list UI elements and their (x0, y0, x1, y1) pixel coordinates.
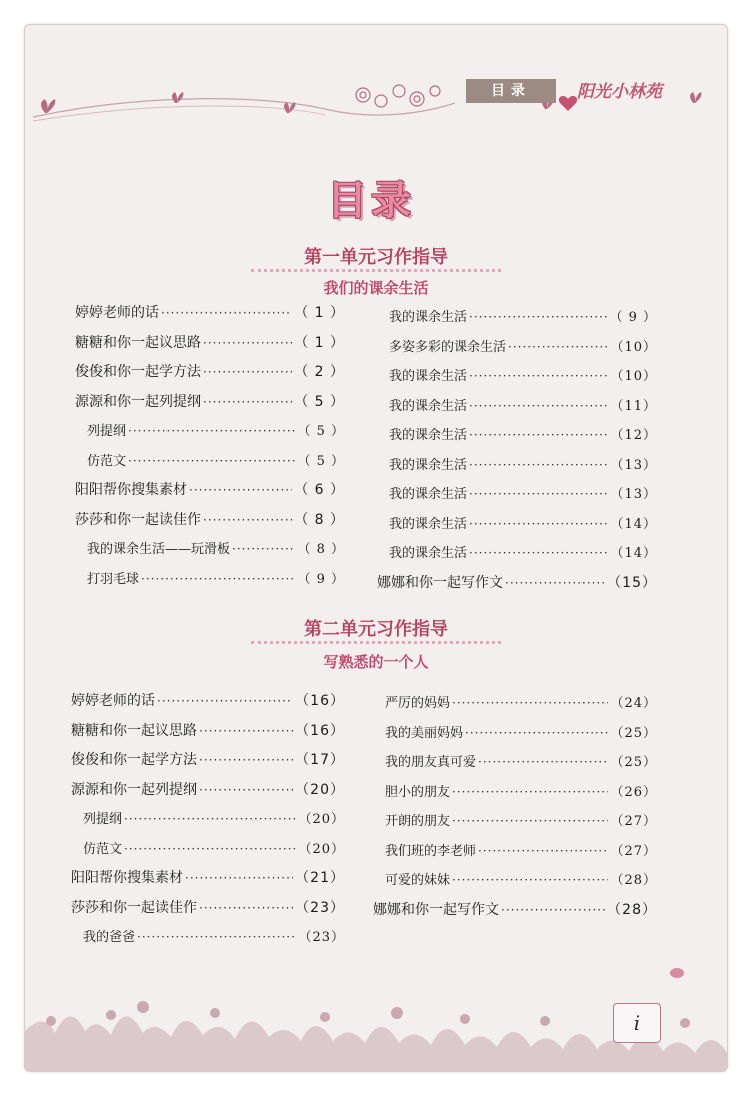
ladybug-icon (670, 968, 684, 978)
toc-entry-page: （28） (607, 901, 657, 918)
toc-entry-page: （10） (610, 339, 657, 355)
toc-entry-page: （20） (298, 841, 345, 857)
toc-entry-page: （28） (610, 873, 657, 888)
toc-entry[interactable] (87, 419, 345, 443)
page-number: i (613, 1003, 661, 1043)
toc-entry[interactable] (75, 360, 345, 384)
toc-entry-title: 我的课余生活 (389, 398, 468, 414)
toc-entry-page: （12） (610, 428, 657, 443)
toc-entry-page: （16） (295, 693, 345, 709)
toc-entry-page: （11） (610, 398, 657, 414)
toc-entry-page: （15） (607, 574, 657, 591)
toc-leader-dots (452, 868, 608, 892)
toc-entry[interactable] (71, 896, 345, 920)
toc-entry-title: 糖糖和你一起议思路 (71, 722, 197, 739)
toc-entry[interactable] (385, 750, 657, 774)
toc-leader-dots (469, 305, 607, 329)
toc-entry-title: 我的课余生活 (389, 369, 468, 384)
toc-leader-dots (452, 780, 608, 804)
toc-entry-page: （ 8 ） (297, 542, 345, 557)
toc-entry[interactable] (389, 512, 657, 536)
brand-logo: 阳光小林苑 (577, 82, 662, 102)
toc-entry[interactable] (377, 571, 657, 595)
toc-leader-dots (203, 508, 292, 532)
toc-entry-page: （23） (298, 930, 345, 945)
header-tag: 目录 (466, 79, 556, 103)
toc-entry-title: 我的课余生活 (389, 457, 468, 473)
toc-entry-page: （ 1 ） (294, 305, 345, 321)
toc-entry[interactable] (83, 925, 345, 949)
toc-entry[interactable] (385, 721, 657, 745)
toc-entry[interactable] (87, 449, 345, 473)
toc-leader-dots (185, 866, 293, 890)
toc-entry-page: （21） (295, 870, 345, 886)
toc-leader-dots (452, 809, 608, 833)
toc-entry-title: 我的课余生活 (389, 310, 468, 325)
toc-entry-page: （13） (610, 487, 657, 502)
toc-leader-dots (128, 419, 295, 443)
toc-entry[interactable] (385, 691, 657, 715)
toc-leader-dots (199, 778, 293, 802)
toc-entry-title: 我的美丽妈妈 (385, 725, 464, 741)
toc-entry-page: （14） (610, 546, 657, 561)
toc-entry[interactable] (389, 394, 657, 418)
toc-entry-page: （27） (610, 814, 657, 829)
toc-entry-title: 阳阳帮你搜集素材 (75, 482, 187, 498)
toc-entry-title: 我的课余生活 (389, 428, 468, 443)
toc-entry[interactable] (389, 423, 657, 447)
toc-entry-page: （10） (610, 369, 657, 384)
toc-entry-title: 源源和你一起列提纲 (75, 393, 201, 410)
toc-leader-dots (199, 748, 293, 772)
toc-entry-title: 打羽毛球 (87, 571, 140, 587)
toc-entry-page: （16） (295, 722, 345, 739)
butterfly-icon (690, 92, 701, 103)
toc-leader-dots (478, 839, 608, 863)
toc-entry-title: 糖糖和你一起议思路 (75, 334, 201, 351)
flower-icon (46, 1001, 690, 1028)
toc-entry-title: 我的课余生活 (389, 516, 468, 532)
toc-entry-page: （20） (298, 812, 345, 827)
toc-entry-title: 我的爸爸 (83, 930, 136, 945)
toc-leader-dots (137, 925, 296, 949)
page-title: 目录 (327, 178, 415, 224)
toc-entry-title: 严厉的妈妈 (385, 696, 451, 711)
toc-entry-page: （ 9 ） (297, 571, 345, 587)
toc-entry-page: （20） (295, 781, 345, 798)
unit-divider (251, 641, 501, 644)
toc-entry-title: 娜娜和你一起写作文 (377, 574, 503, 591)
toc-entry-title: 仿范文 (87, 453, 127, 469)
toc-leader-dots (469, 541, 608, 565)
toc-entry-title: 我们班的李老师 (385, 843, 477, 859)
toc-entry[interactable] (87, 537, 345, 561)
toc-leader-dots (199, 896, 293, 920)
toc-leader-dots (203, 360, 292, 384)
toc-entry[interactable] (75, 478, 345, 502)
toc-entry[interactable] (71, 778, 345, 802)
butterfly-icon (41, 99, 55, 113)
toc-entry[interactable] (385, 839, 657, 863)
toc-entry[interactable] (75, 390, 345, 414)
toc-entry-title: 可爱的妹妹 (385, 873, 451, 888)
toc-leader-dots (469, 482, 608, 506)
toc-entry-title: 娜娜和你一起写作文 (373, 901, 499, 918)
toc-entry-page: （ 5 ） (297, 424, 345, 439)
toc-entry[interactable] (385, 809, 657, 833)
toc-leader-dots (124, 837, 296, 861)
toc-entry-title: 我的课余生活——玩滑板 (87, 542, 231, 557)
unit-title: 第二单元习作指导 (304, 619, 448, 640)
toc-leader-dots (469, 453, 608, 477)
toc-leader-dots (189, 478, 292, 502)
toc-leader-dots (124, 807, 296, 831)
toc-leader-dots (505, 571, 605, 595)
toc-entry-page: （ 5 ） (294, 393, 345, 410)
toc-leader-dots (161, 301, 292, 325)
toc-entry-title: 胆小的朋友 (385, 784, 451, 800)
toc-entry-page: （ 1 ） (294, 334, 345, 351)
toc-entry-page: （ 2 ） (294, 364, 345, 380)
toc-entry[interactable] (389, 335, 657, 359)
toc-leader-dots (128, 449, 295, 473)
toc-page (24, 24, 728, 1072)
toc-entry-title: 俊俊和你一起学方法 (75, 364, 201, 380)
toc-leader-dots (203, 331, 292, 355)
toc-entry-title: 我的朋友真可爱 (385, 755, 477, 770)
toc-entry-page: （23） (295, 899, 345, 916)
toc-entry-title: 仿范文 (83, 841, 123, 857)
toc-entry-page: （14） (610, 516, 657, 532)
toc-entry[interactable] (71, 689, 345, 713)
toc-leader-dots (203, 390, 292, 414)
toc-entry-page: （25） (610, 755, 657, 770)
toc-entry[interactable] (389, 482, 657, 506)
toc-entry[interactable] (71, 748, 345, 772)
section-title: 写熟悉的一个人 (323, 653, 429, 671)
unit-title: 第一单元习作指导 (304, 247, 448, 268)
toc-entry[interactable] (389, 453, 657, 477)
toc-leader-dots (141, 567, 295, 591)
butterfly-icon (284, 102, 295, 113)
toc-entry[interactable] (385, 780, 657, 804)
toc-entry[interactable] (75, 301, 345, 325)
toc-entry-title: 我的课余生活 (389, 546, 468, 561)
toc-leader-dots (469, 512, 608, 536)
heart-icon (559, 96, 577, 111)
butterfly-icon (172, 92, 183, 103)
toc-leader-dots (232, 537, 295, 561)
toc-entry[interactable] (373, 898, 657, 922)
toc-entry-page: （ 8 ） (294, 511, 345, 528)
toc-entry-title: 婷婷老师的话 (75, 305, 159, 321)
toc-entry-page: （27） (610, 843, 657, 859)
unit-divider (251, 269, 501, 272)
toc-entry-title: 列提纲 (87, 424, 127, 439)
toc-leader-dots (469, 394, 608, 418)
toc-leader-dots (157, 689, 293, 713)
section-title: 我们的课余生活 (323, 279, 429, 297)
toc-entry-title: 多姿多彩的课余生活 (389, 339, 507, 355)
toc-leader-dots (199, 719, 293, 743)
toc-leader-dots (452, 691, 608, 715)
toc-entry[interactable] (87, 567, 345, 591)
toc-entry-title: 我的课余生活 (389, 487, 468, 502)
toc-entry[interactable] (83, 807, 345, 831)
toc-entry-page: （ 9 ） (609, 310, 657, 325)
toc-leader-dots (469, 364, 608, 388)
toc-entry[interactable] (389, 305, 657, 329)
toc-entry-title: 列提纲 (83, 812, 123, 827)
toc-entry-title: 莎莎和你一起读佳作 (71, 899, 197, 916)
toc-entry[interactable] (71, 719, 345, 743)
toc-entry[interactable] (389, 541, 657, 565)
toc-entry[interactable] (83, 837, 345, 861)
toc-entry[interactable] (385, 868, 657, 892)
toc-entry[interactable] (71, 866, 345, 890)
toc-leader-dots (478, 750, 608, 774)
toc-entry-page: （13） (610, 457, 657, 473)
toc-entry-page: （ 5 ） (297, 453, 345, 469)
toc-entry-title: 开朗的朋友 (385, 814, 451, 829)
flower-icon (356, 85, 440, 107)
toc-entry-page: （26） (610, 784, 657, 800)
toc-entry[interactable] (75, 508, 345, 532)
toc-leader-dots (508, 335, 608, 359)
toc-leader-dots (469, 423, 608, 447)
toc-entry-title: 莎莎和你一起读佳作 (75, 511, 201, 528)
toc-leader-dots (501, 898, 605, 922)
toc-entry-title: 阳阳帮你搜集素材 (71, 870, 183, 886)
toc-entry[interactable] (389, 364, 657, 388)
toc-entry-title: 俊俊和你一起学方法 (71, 752, 197, 768)
toc-entry-page: （17） (295, 752, 345, 768)
toc-entry-page: （ 6 ） (294, 482, 345, 498)
toc-leader-dots (465, 721, 608, 745)
toc-entry-title: 婷婷老师的话 (71, 693, 155, 709)
toc-entry-title: 源源和你一起列提纲 (71, 781, 197, 798)
toc-entry[interactable] (75, 331, 345, 355)
toc-entry-page: （25） (610, 725, 657, 741)
toc-entry-page: （24） (610, 696, 657, 711)
